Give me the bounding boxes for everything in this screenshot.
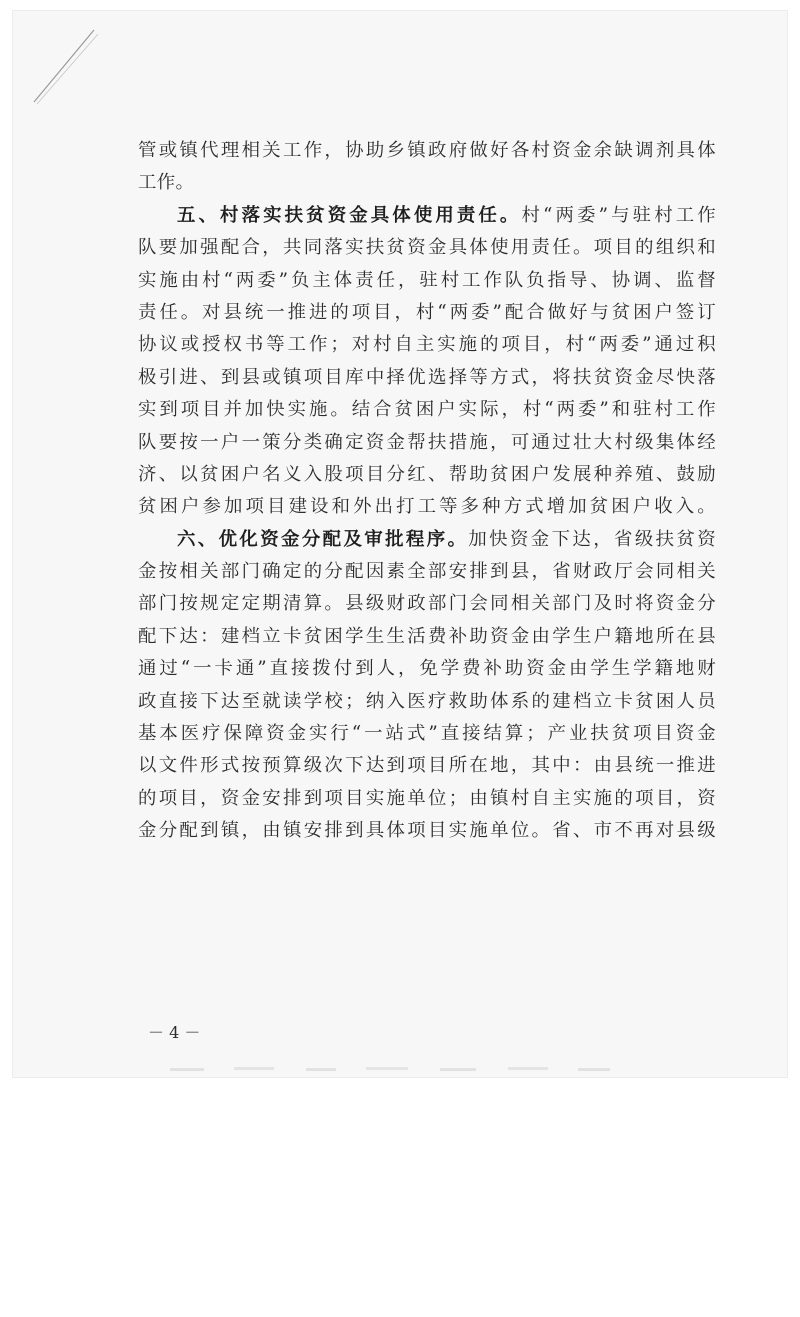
text-line: 实施由村“两委”负主体责任，驻村工作队负指导、协调、监督 xyxy=(138,269,716,291)
text-line: 部门按规定定期清算。县级财政部门会同相关部门及时将资金分 xyxy=(138,593,716,615)
section-5-first-line xyxy=(138,200,716,232)
show-through-marks xyxy=(130,1062,650,1076)
text-line: 极引进、到县或镇项目库中择优选择等方式，将扶贫资金尽快落 xyxy=(138,366,716,388)
text-line: 队要按一户一策分类确定资金帮扶措施，可通过壮大村级集体经 xyxy=(138,431,716,453)
text-line: 金按相关部门确定的分配因素全部安排到县，省财政厅会同相关 xyxy=(138,561,716,583)
text-line: 济、以贫困户名义入股项目分红、帮助贫困户发展种养殖、鼓励 xyxy=(138,463,716,485)
section-6-first-line xyxy=(138,524,716,556)
text-line: 以文件形式按预算级次下达到项目所在地，其中：由县统一推进 xyxy=(138,755,716,777)
text-line: 管或镇代理相关工作，协助乡镇政府做好各村资金余缺调剂具体 xyxy=(138,140,716,161)
text-line: 协议或授权书等工作；对村自主实施的项目，村“两委”通过积 xyxy=(138,334,716,356)
document-body xyxy=(138,135,716,848)
text-line: 政直接下达至就读学校；纳入医疗救助体系的建档立卡贫困人员 xyxy=(138,690,716,712)
text-line: 实到项目并加快实施。结合贫困户实际，村“两委”和驻村工作 xyxy=(138,399,716,421)
text-line: 贫困户参加项目建设和外出打工等多种方式增加贫困户收入。 xyxy=(138,496,716,518)
page-crease-mark xyxy=(28,26,108,106)
text-line: 配下达：建档立卡贫困学生生活费补助资金由学生户籍地所在县 xyxy=(138,625,716,647)
section-5-text: 村“两委”与驻村工作 xyxy=(521,204,716,226)
text-line: 责任。对县统一推进的项目，村“两委”配合做好与贫困户签订 xyxy=(138,301,716,323)
section-6-text: 加快资金下达，省级扶贫资 xyxy=(468,528,716,550)
text-line: 金分配到镇，由镇安排到具体项目实施单位。省、市不再对县级 xyxy=(138,820,716,842)
text-line: 的项目，资金安排到项目实施单位；由镇村自主实施的项目，资 xyxy=(138,787,716,809)
text-line: 基本医疗保障资金实行“一站式”直接结算；产业扶贫项目资金 xyxy=(138,723,716,745)
text-line: 工作。 xyxy=(138,172,195,194)
section-5-heading: 五、村落实扶贫资金具体使用责任。 xyxy=(177,204,522,226)
text-line: 队要加强配合，共同落实扶贫资金具体使用责任。项目的组织和 xyxy=(138,237,716,259)
section-6-heading: 六、优化资金分配及审批程序。 xyxy=(177,528,469,550)
page-number: － 4 － xyxy=(148,1023,201,1042)
text-line: 通过“一卡通”直接拨付到人，免学费补助资金由学生学籍地财 xyxy=(138,658,716,680)
